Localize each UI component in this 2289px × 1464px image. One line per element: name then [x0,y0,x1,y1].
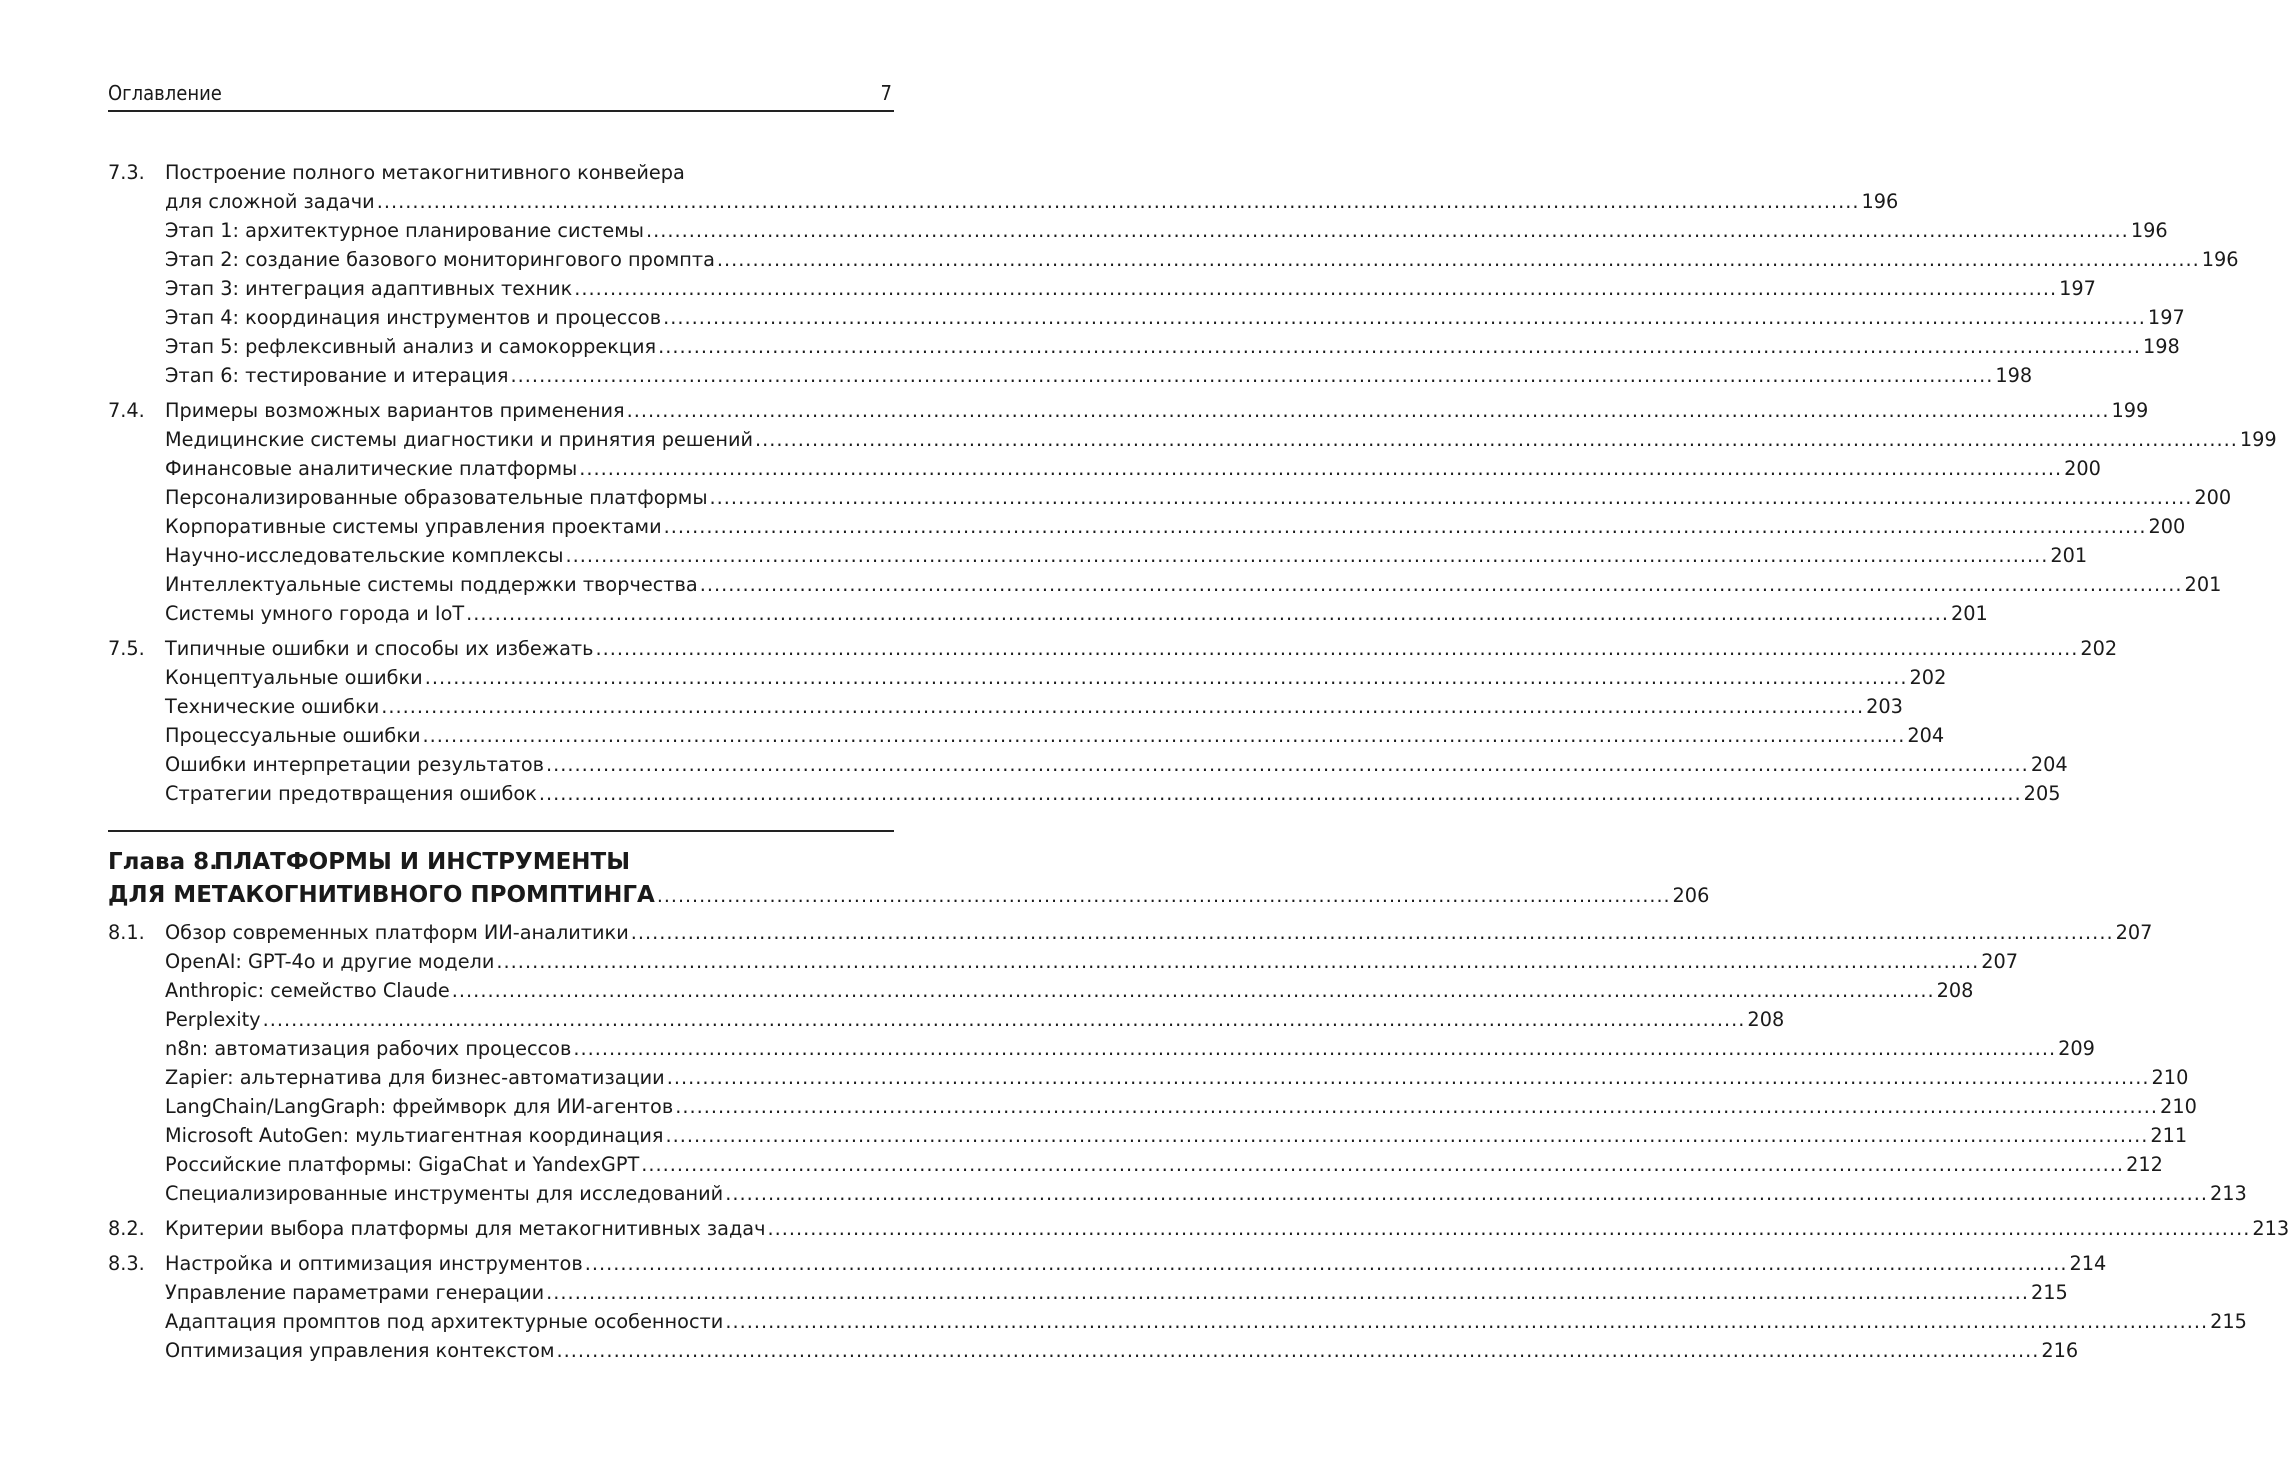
toc-entry[interactable] [108,1092,2197,1121]
toc-entry-body [165,216,2168,245]
toc-entry[interactable] [108,1034,2095,1063]
toc-entry-body [165,1336,2079,1365]
toc-entry-title: Процессуальные ошибки [165,724,421,747]
toc-entry-title: Этап 2: создание базового мониторингового промпта [165,248,715,271]
dot-leader [631,918,2114,947]
toc-entry-title: Этап 5: рефлексивный анализ и самокоррекция [165,335,657,358]
toc-entry[interactable] [108,692,1903,721]
toc-entry[interactable] [108,663,1947,692]
section-number: 7.3. [108,161,145,184]
chapter-title-line1: ПЛАТФОРМЫ И ИНСТРУМЕНТЫ [214,849,631,875]
toc-entry-body [165,483,2232,512]
toc-entry-body [165,1063,2189,1092]
toc-entry-title: Критерии выбора платформы для метакогнитивных задач [165,1217,766,1240]
page-number: 7 [880,81,892,105]
toc-page-number: 200 [2194,486,2232,509]
toc-entry[interactable] [108,976,1974,1005]
toc-entry-title: Концептуальные ошибки [165,666,423,689]
section-number: 8.1. [108,921,145,944]
dot-leader [263,1005,1746,1034]
toc-page-number: 202 [1909,666,1947,689]
toc-entry[interactable] [108,541,2088,570]
section-number: 8.3. [108,1252,145,1275]
toc-entry-title: Perplexity [165,1008,261,1031]
toc-entry-body [165,1092,2197,1121]
toc-entry-body [165,1150,2163,1179]
toc-group [108,634,2118,808]
toc-page-number: 203 [1866,695,1903,718]
dot-leader [667,1063,2150,1092]
toc-entry[interactable] [108,1150,2163,1179]
toc-entry-body [165,1278,2068,1307]
toc-group [108,1214,2289,1243]
toc-section-entry[interactable] [108,1249,2107,1278]
running-head [108,76,894,112]
toc-page-number: 201 [2050,544,2088,567]
toc-entry-title: Этап 4: координация инструментов и процессов [165,306,662,329]
toc-entry-body [165,1034,2095,1063]
toc-entry[interactable] [108,303,2185,332]
dot-leader [627,396,2110,425]
toc-entry-title: Российские платформы: GigaChat и YandexGPT [165,1153,640,1176]
toc-page-number: 215 [2031,1281,2068,1304]
toc-entry[interactable] [108,483,2232,512]
section-number: 7.5. [108,637,145,660]
dot-leader [573,1034,2056,1063]
toc-entry-body [165,976,1974,1005]
toc-entry-body [165,303,2185,332]
toc-entry-title: Управление параметрами генерации [165,1281,545,1304]
toc-entry-body [165,947,2019,976]
toc-entry-title: Специализированные инструменты для исследований [165,1182,724,1205]
toc-entry-body [165,425,2277,454]
toc-entry-title: Ошибки интерпретации результатов [165,753,544,776]
toc-entry-body [165,512,2186,541]
toc-entry[interactable] [108,1278,2068,1307]
dot-leader [423,721,1906,750]
dot-leader [768,1214,2251,1243]
toc-section-entry[interactable] [108,396,2149,425]
toc-entry-title: Zapier: альтернатива для бизнес-автоматизации [165,1066,665,1089]
dot-leader [546,750,2029,779]
toc-page-number: 209 [2058,1037,2095,1060]
toc-page-number: 198 [2142,335,2180,358]
toc-entry-body [165,1179,2247,1208]
toc-entry-title: Технические ошибки [165,695,380,718]
toc-page-number: 202 [2080,637,2118,660]
toc-page-number: 207 [1981,950,2019,973]
toc-entry-body [165,454,2101,483]
toc-entry-title: Системы умного города и IoT [165,602,465,625]
toc-section-chapter-7 [108,158,2277,814]
dot-leader [755,425,2238,454]
toc-entry-title: Типичные ошибки и способы их избежать [165,637,594,660]
toc-entry-title: Примеры возможных вариантов применения [165,399,625,422]
toc-entry-body [165,1307,2247,1336]
toc-entry-body [165,1121,2188,1150]
toc-group [108,1249,2247,1365]
toc-page-number: 210 [2160,1095,2197,1118]
toc-page-number: 208 [1747,1008,1785,1031]
toc-page-number: 198 [1995,364,2033,387]
toc-entry[interactable] [108,1121,2188,1150]
toc-entry-title: для сложной задачи [165,190,375,213]
toc-entry-body [165,750,2068,779]
toc-entry-title: Медицинские системы диагностики и принятия решений [165,428,754,451]
toc-entry-title: Оптимизация управления контекстом [165,1339,555,1362]
toc-page-number: 196 [2201,248,2239,271]
toc-entry-body [165,361,2033,390]
toc-entry[interactable] [108,1179,2247,1208]
toc-page-number: 210 [2151,1066,2189,1089]
toc-entry-body [165,721,1945,750]
toc-section-entry[interactable] [108,634,2118,663]
toc-page-number: 211 [2150,1124,2188,1147]
toc-entry[interactable] [108,779,2061,808]
toc-page-number: 213 [2252,1217,2289,1240]
dot-leader [710,483,2193,512]
toc-entry-title: Научно-исследовательские комплексы [165,544,564,567]
toc-entry-body [165,570,2222,599]
toc-page-number: 214 [2069,1252,2107,1275]
toc-page-number: 205 [2023,782,2061,805]
toc-entry-body [165,599,1988,628]
toc-group [108,918,2247,1208]
toc-page-number: 208 [1936,979,1974,1002]
dot-leader [377,187,1860,216]
toc-entry-title: Этап 1: архитектурное планирование системы [165,219,644,242]
dot-leader [596,634,2079,663]
toc-entry[interactable] [108,947,2019,976]
toc-entry-body [165,779,2061,808]
toc-entry-body [165,245,2239,274]
toc-entry-title: OpenAI: GPT-4o и другие модели [165,950,495,973]
dot-leader [381,692,1864,721]
toc-entry-title: Этап 3: интеграция адаптивных техник [165,277,573,300]
toc-entry-title: Корпоративные системы управления проектами [165,515,662,538]
toc-entry-body [165,332,2180,361]
dot-leader [675,1092,2158,1121]
chapter-divider [108,830,894,832]
toc-entry[interactable] [108,1005,1785,1034]
dot-leader [466,599,1949,628]
toc-page-number: 207 [2115,921,2153,944]
chapter-page-number: 206 [1672,884,1710,907]
toc-entry-title: Построение полного метакогнитивного конвейера [165,161,685,184]
toc-entry-body [165,1249,2107,1278]
toc-entry[interactable] [108,750,2068,779]
toc-entry-body [165,634,2118,663]
toc-entry[interactable] [108,721,1945,750]
toc-entry-title: Этап 6: тестирование и итерация [165,364,509,387]
toc-page-number: 213 [2210,1182,2247,1205]
toc-entry-body [165,1214,2289,1243]
toc-entry-body [165,396,2149,425]
dot-leader [566,541,2049,570]
dot-leader [574,274,2057,303]
dot-leader [546,1278,2029,1307]
toc-entry[interactable] [108,1307,2247,1336]
dot-leader [646,216,2129,245]
toc-section-chapter-8 [108,918,2289,1371]
toc-entry[interactable] [108,599,1988,628]
toc-entry-body [165,158,894,187]
toc-page-number: 197 [2059,277,2096,300]
toc-entry-title: Стратегии предотвращения ошибок [165,782,537,805]
toc-entry-body [165,274,2096,303]
toc-page-number: 212 [2126,1153,2163,1176]
toc-entry[interactable] [108,187,1899,216]
dot-leader [452,976,1935,1005]
dot-leader [496,947,1979,976]
dot-leader [557,1336,2040,1365]
toc-entry[interactable] [108,512,2186,541]
dot-leader [511,361,1994,390]
toc-entry[interactable] [108,216,2168,245]
toc-entry-body [165,541,2088,570]
toc-entry-body [165,692,1903,721]
dot-leader [657,880,1671,913]
toc-page-number: 201 [1951,602,1988,625]
toc-page-number: 199 [2239,428,2277,451]
toc-entry[interactable] [108,425,2277,454]
dot-leader [539,779,2022,808]
toc-page-number: 197 [2147,306,2185,329]
dot-leader [666,1121,2149,1150]
toc-section-entry[interactable] [108,1214,2289,1243]
toc-entry[interactable] [108,332,2180,361]
toc-group [108,158,2239,390]
dot-leader [663,303,2146,332]
toc-entry[interactable] [108,274,2096,303]
toc-page-number: 200 [2064,457,2101,480]
chapter-title-line2: ДЛЯ МЕТАКОГНИТИВНОГО ПРОМПТИНГА [108,882,655,908]
toc-page-number: 200 [2148,515,2186,538]
toc-entry-body [165,918,2153,947]
section-number: 8.2. [108,1217,145,1240]
toc-entry-title: Персонализированные образовательные платформы [165,486,708,509]
toc-entry-title: n8n: автоматизация рабочих процессов [165,1037,572,1060]
toc-section-entry[interactable] [108,158,894,187]
toc-page-number: 199 [2111,399,2149,422]
toc-entry-title: Интеллектуальные системы поддержки творчества [165,573,698,596]
toc-page-number: 196 [2130,219,2168,242]
toc-entry[interactable] [108,1336,2079,1365]
toc-entry-title: Anthropic: семейство Claude [165,979,450,1002]
toc-entry[interactable] [108,1063,2189,1092]
toc-page-number: 201 [2184,573,2222,596]
toc-entry-body [165,663,1947,692]
dot-leader [579,454,2062,483]
dot-leader [664,512,2147,541]
toc-entry-title: Microsoft AutoGen: мультиагентная координация [165,1124,664,1147]
toc-entry-body [165,187,1899,216]
toc-entry-title: Обзор современных платформ ИИ-аналитики [165,921,629,944]
toc-entry-title: Финансовые аналитические платформы [165,457,578,480]
toc-entry[interactable] [108,245,2239,274]
toc-entry-title: Настройка и оптимизация инструментов [165,1252,583,1275]
running-head-title: Оглавление [108,81,222,105]
toc-entry[interactable] [108,361,2033,390]
toc-entry-body [165,1005,1785,1034]
dot-leader [641,1150,2124,1179]
toc-entry[interactable] [108,454,2101,483]
toc-page-number: 216 [2041,1339,2079,1362]
dot-leader [425,663,1908,692]
toc-page-number: 204 [2030,753,2068,776]
chapter-label: Глава 8. [108,849,218,875]
toc-page-number: 204 [1907,724,1945,747]
toc-entry[interactable] [108,570,2222,599]
section-number: 7.4. [108,399,145,422]
toc-page-number: 215 [2210,1310,2247,1333]
dot-leader [700,570,2183,599]
toc-entry-title: Адаптация промптов под архитектурные особенности [165,1310,724,1333]
dot-leader [585,1249,2068,1278]
toc-page-number: 196 [1861,190,1899,213]
dot-leader [725,1307,2208,1336]
dot-leader [658,332,2141,361]
chapter-heading[interactable] [108,846,1710,912]
toc-section-entry[interactable] [108,918,2153,947]
toc-entry-title: LangChain/LangGraph: фреймворк для ИИ-агентов [165,1095,674,1118]
dot-leader [717,245,2200,274]
dot-leader [725,1179,2208,1208]
toc-group [108,396,2277,628]
